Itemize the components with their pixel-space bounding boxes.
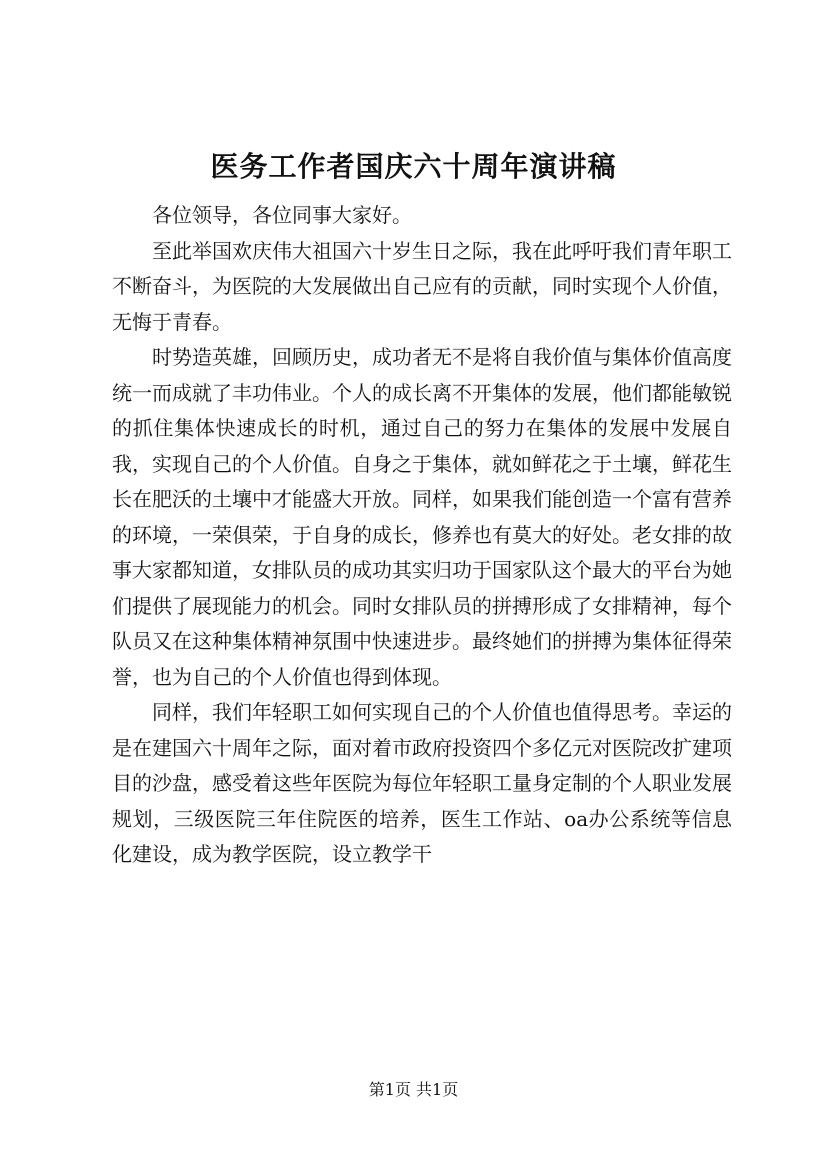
- paragraph-greeting: 各位领导，各位同事大家好。: [152, 203, 412, 227]
- document-body: [112, 198, 732, 873]
- page-footer: 第1页 共1页: [368, 1080, 459, 1099]
- paragraph-young-staff: 同样，我们年轻职工如何实现自己的个人价值也值得思考。幸运的是在建国六十周年之际，面对着市政府投资四个多亿元对医院改扩建项目的沙盘，感受着这些年医院为每位年轻职工量身定制的个人职业发展规划，三级医院三年住院医的培养，医生工作站、oa办公系统等信息化建设，成为教学医院，设立教学干: [112, 700, 732, 866]
- paragraph-history: 时势造英雄，回顾历史，成功者无不是将自我价值与集体价值高度统一而成就了丰功伟业。个人的成长离不开集体的发展，他们都能敏锐的抓住集体快速成长的时机，通过自己的努力在集体的发展中发展自我，实现自己的个人价值。自身之于集体，就如鲜花之于土壤，鲜花生长在肥沃的土壤中才能盛大开放。同样，如果我们能创造一个富有营养的环境，一荣俱荣，于自身的成长，修养也有莫大的好处。老女排的故事大家都知道，女排队员的成功其实归功于国家队这个最大的平台为她们提供了展现能力的机会。同时女排队员的拼搏形成了女排精神，每个队员又在这种集体精神氛围中快速进步。最终她们的拼搏为集体征得荣誉，也为自己的个人价值也得到体现。: [112, 345, 732, 689]
- document-title: 医务工作者国庆六十周年演讲稿: [210, 150, 617, 183]
- paragraph-appeal: 至此举国欢庆伟大祖国六十岁生日之际，我在此呼吁我们青年职工不断奋斗，为医院的大发展做出自己应有的贡献，同时实现个人价值，无悔于青春。: [112, 238, 732, 334]
